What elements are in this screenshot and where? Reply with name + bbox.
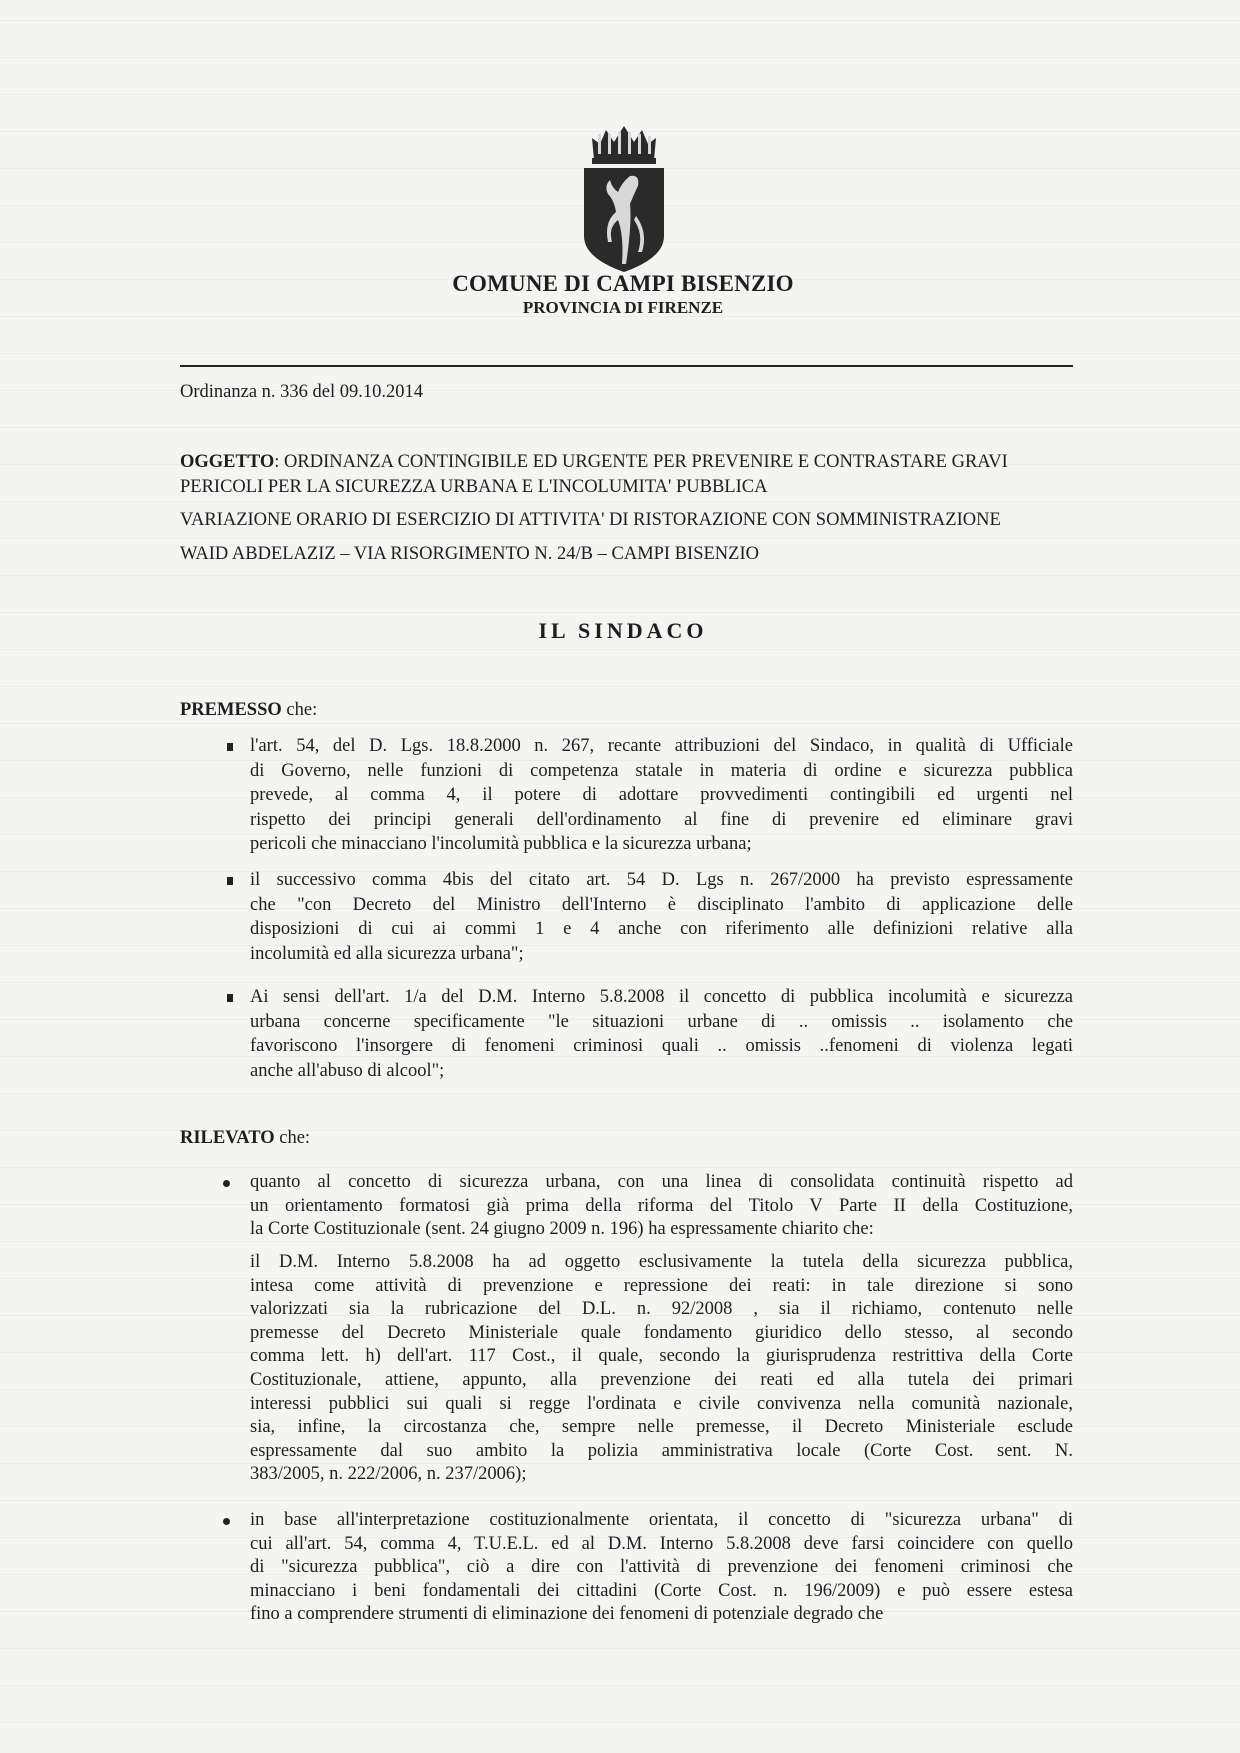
premesso-heading-bold: PREMESSO	[180, 700, 282, 720]
text-line: espressamente dal suo ambito la polizia amministrativa locale (Corte Cost. sent. N.	[250, 1440, 1073, 1461]
square-bullet-icon	[227, 994, 233, 1002]
oggetto-text: : ORDINANZA CONTINGIBILE ED URGENTE PER PREVENIRE E CONTRASTARE GRAVI	[274, 452, 1008, 472]
text-line: urbana concerne specificamente "le situazioni urbane di .. omissis .. isolamento che	[250, 1011, 1073, 1032]
text-line: rispetto dei principi generali dell'ordinamento al fine di prevenire ed eliminare gravi	[250, 809, 1073, 830]
text-line: intesa come attività di prevenzione e repressione dei reati: in tale direzione si sono	[250, 1275, 1073, 1296]
text-line: in base all'interpretazione costituzionalmente orientata, il concetto di "sicurezza urbana" di	[250, 1510, 1073, 1530]
premesso-item-2	[250, 868, 1073, 966]
scan-artifact	[0, 1093, 1240, 1094]
scan-artifact	[0, 1167, 1240, 1168]
coat-of-arms-logo	[578, 124, 670, 274]
scan-artifact	[0, 982, 1240, 983]
text-line: disposizioni di cui ai commi 1 e 4 anche con riferimento alle definizioni relative alla	[250, 919, 1073, 939]
square-bullet-icon	[227, 743, 233, 751]
rilevato-heading-bold: RILEVATO	[180, 1128, 275, 1148]
scan-artifact	[0, 723, 1240, 724]
rilevato-item-1	[250, 1171, 1073, 1242]
scan-artifact	[0, 353, 1240, 354]
rilevato-item-2	[250, 1509, 1073, 1627]
waid-line: WAID ABDELAZIZ – VIA RISORGIMENTO N. 24/B – CAMPI BISENZIO	[180, 544, 759, 564]
round-bullet-icon	[223, 1180, 230, 1187]
text-line: 383/2005, n. 222/2006, n. 237/2006);	[250, 1464, 527, 1485]
scan-artifact	[0, 501, 1240, 502]
header-divider	[180, 365, 1073, 367]
scan-artifact	[0, 20, 1240, 21]
text-line: fino a comprendere strumenti di eliminazione dei fenomeni di potenziale degrado che	[250, 1604, 884, 1625]
text-line: valorizzati sia la rubricazione del D.L. n. 92/2008 , sia il richiamo, contenuto nelle	[250, 1299, 1073, 1320]
text-line: premesse del Decreto Ministeriale quale fondamento giuridico dello stesso, al secondo	[250, 1322, 1073, 1343]
premesso-item-1	[250, 734, 1073, 857]
oggetto-text-2: PERICOLI PER LA SICUREZZA URBANA E L'INCOLUMITA' PUBBLICA	[180, 476, 768, 497]
oggetto-label: OGGETTO	[180, 452, 275, 472]
comune-title: COMUNE DI CAMPI BISENZIO	[452, 271, 794, 296]
text-line: un orientamento formatosi già prima della riforma del Titolo V Parte II della Costituzione,	[250, 1195, 1073, 1216]
scan-artifact	[0, 94, 1240, 95]
text-line: incolumità ed alla sicurezza urbana";	[250, 943, 524, 964]
premesso-heading	[180, 700, 317, 721]
scan-artifact	[0, 538, 1240, 539]
square-bullet-icon	[227, 877, 233, 885]
text-line: anche all'abuso di alcool";	[250, 1060, 445, 1081]
text-line: di "sicurezza pubblica", ciò a dire con l'attività di prevenzione dei fenomeni criminosi che	[250, 1557, 1073, 1578]
text-line: pericoli che minacciano l'incolumità pubblica e la sicurezza urbana;	[250, 834, 752, 854]
text-line: di Governo, nelle funzioni di competenza statale in materia di ordine e sicurezza pubblica	[250, 760, 1073, 781]
text-line: Costituzionale, attiene, appunto, alla prevenzione dei reati ed alla tutela dei primari	[250, 1369, 1073, 1390]
rilevato-heading-rest: che:	[274, 1128, 311, 1148]
text-line: comma lett. h) dell'art. 117 Cost., il quale, secondo la giurisprudenza restrittiva della Corte	[250, 1346, 1073, 1367]
text-line: l'art. 54, del D. Lgs. 18.8.2000 n. 267, recante attribuzioni del Sindaco, in qualità di Ufficiale	[250, 736, 1073, 756]
round-bullet-icon	[223, 1518, 230, 1525]
premesso-item-3	[250, 985, 1073, 1083]
scan-artifact	[0, 1722, 1240, 1723]
scan-artifact	[0, 686, 1240, 687]
text-line: che "con Decreto del Ministro dell'Interno è disciplinato l'ambito di applicazione delle	[250, 894, 1073, 915]
text-line: minacciano i beni fondamentali dei cittadini (Corte Cost. n. 196/2009) e può essere estesa	[250, 1580, 1073, 1601]
text-line: Ai sensi dell'art. 1/a del D.M. Interno 5.8.2008 il concetto di pubblica incolumità e sicurezza	[250, 987, 1073, 1007]
scan-artifact	[0, 1685, 1240, 1686]
text-line: quanto al concetto di sicurezza urbana, con una linea di consolidata continuità rispetto ad	[250, 1172, 1073, 1192]
text-line: favoriscono l'insorgere di fenomeni criminosi quali .. omissis ..fenomeni di violenza legati	[250, 1036, 1073, 1056]
text-line: la Corte Costituzionale (sent. 24 giugno 2009 n. 196) ha espressamente chiarito che:	[250, 1219, 874, 1240]
text-line: sia, infine, la circostanza che, sempre nelle premesse, il Decreto Ministeriale esclude	[250, 1417, 1073, 1438]
oggetto-section	[180, 450, 1073, 499]
rilevato-quote	[250, 1251, 1073, 1487]
ordinanza-number: Ordinanza n. 336 del 09.10.2014	[180, 382, 424, 402]
scan-artifact	[0, 1648, 1240, 1649]
premesso-heading-rest: che:	[281, 700, 318, 720]
scan-artifact	[0, 427, 1240, 428]
scan-artifact	[0, 649, 1240, 650]
scan-artifact	[0, 57, 1240, 58]
scan-artifact	[0, 612, 1240, 613]
text-line: il successivo comma 4bis del citato art. 54 D. Lgs n. 267/2000 ha previsto espressamente	[250, 870, 1073, 890]
text-line: il D.M. Interno 5.8.2008 ha ad oggetto esclusivamente la tutela della sicurezza pubblica,	[250, 1252, 1073, 1272]
variazione-line: VARIAZIONE ORARIO DI ESERCIZIO DI ATTIVITA' DI RISTORAZIONE CON SOMMINISTRAZIONE	[180, 510, 1001, 530]
document-title: IL SINDACO	[538, 618, 708, 643]
text-line: cui all'art. 54, comma 4, T.U.E.L. ed al D.M. Interno 5.8.2008 deve farsi coincidere con quello	[250, 1533, 1073, 1554]
rilevato-heading	[180, 1128, 310, 1149]
text-line: prevede, al comma 4, il potere di adottare provvedimenti contingibili ed urgenti nel	[250, 785, 1073, 805]
scan-artifact	[0, 575, 1240, 576]
scan-artifact	[0, 1500, 1240, 1501]
text-line: interessi pubblici sui quali si regge l'ordinata e civile convivenza nella comunità nazionale,	[250, 1393, 1073, 1414]
provincia-subtitle: PROVINCIA DI FIRENZE	[522, 298, 724, 317]
